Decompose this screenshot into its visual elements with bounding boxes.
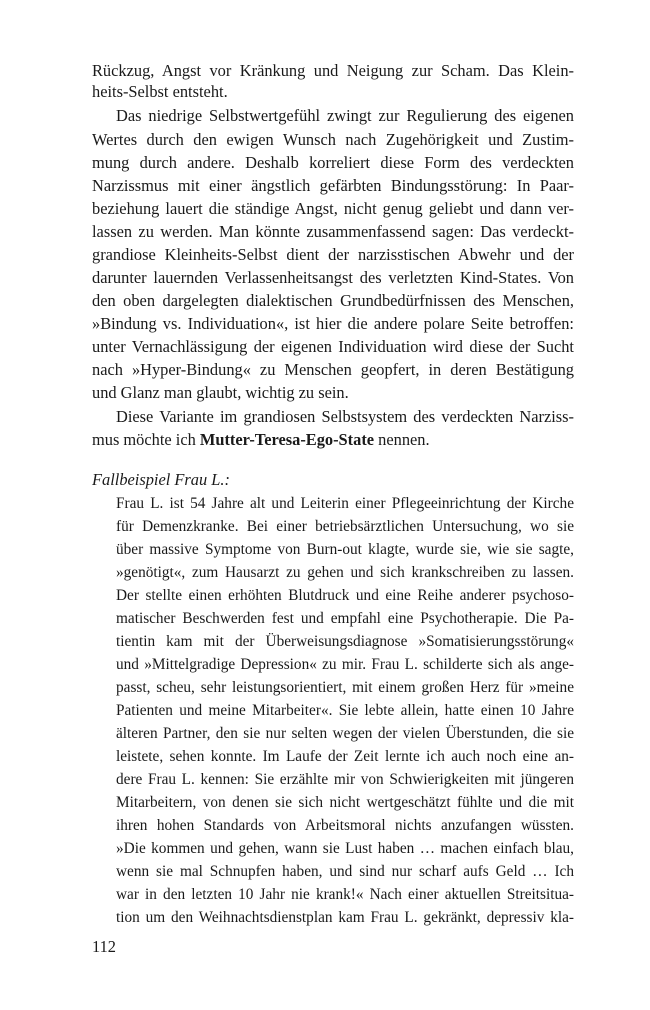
body-line: Wertes durch den ewigen Wunsch nach Zugehörigkeit und Zustim- xyxy=(92,130,574,149)
body-line: »Bindung vs. Individuation«, ist hier die andere polare Seite betroffen: xyxy=(92,314,574,333)
case-line: passt, scheu, sehr leistungsorientiert, mit einem großen Herz für »meine xyxy=(116,679,574,696)
body-line: beziehung lauert die ständige Angst, nicht genug geliebt und dann ver- xyxy=(92,199,574,218)
case-line: leistete, sehen konnte. Im Laufe der Zeit lernte ich auch noch eine an- xyxy=(116,748,574,765)
body-text: mus möchte ich xyxy=(92,430,200,449)
case-line: Mitarbeitern, von denen sie sich nicht wertgeschätzt fühlte und die mit xyxy=(116,794,574,811)
body-line: und Glanz man glaubt, wichtig zu sein. xyxy=(92,383,349,402)
case-line: tion um den Weihnachtsdienstplan kam Frau L. gekränkt, depressiv kla- xyxy=(116,909,574,926)
body-line: Diese Variante im grandiosen Selbstsystem des verdeckten Narziss- xyxy=(116,407,574,426)
body-line: grandiose Kleinheits-Selbst dient der narzisstischen Abwehr und der xyxy=(92,245,574,264)
ego-state-term: Mutter-Teresa-Ego-State xyxy=(199,430,375,449)
body-line: Rückzug, Angst vor Kränkung und Neigung zur Scham. Das Klein- xyxy=(92,61,574,80)
case-line: Patienten und meine Mitarbeiter«. Sie lebte allein, hatte einen 10 Jahre xyxy=(116,702,574,719)
page-number: 112 xyxy=(92,937,116,956)
case-line: und »Mittelgradige Depression« zu mir. Frau L. schilderte sich als ange- xyxy=(116,656,574,673)
case-line: älteren Partner, den sie nur selten wegen der vielen Überstunden, die sie xyxy=(116,725,574,742)
case-line: matischer Beschwerden fest und empfahl eine Psychotherapie. Die Pa- xyxy=(116,610,574,627)
body-text: nennen. xyxy=(374,430,430,449)
body-line: nach »Hyper-Bindung« zu Menschen geopfert, in deren Bestätigung xyxy=(92,360,574,379)
case-line: tientin kam mit der Überweisungsdiagnose »Somatisierungsstörung« xyxy=(116,633,574,650)
body-line: darunter lauernden Verlassenheitsangst des verletzten Kind-States. Von xyxy=(92,268,574,287)
case-heading: Fallbeispiel Frau L.: xyxy=(92,470,230,489)
body-line: lassen zu werden. Man könnte zusammenfassend sagen: Das verdeckt- xyxy=(92,222,574,241)
body-line: heits-Selbst entsteht. xyxy=(92,82,228,101)
case-line: über massive Symptome von Burn-out klagte, wurde sie, wie sie sagte, xyxy=(116,541,574,558)
body-line: Das niedrige Selbstwertgefühl zwingt zur Regulierung des eigenen xyxy=(116,106,574,125)
case-line: für Demenzkranke. Bei einer betriebsärztlichen Untersuchung, wo sie xyxy=(116,518,574,535)
case-line: »Die kommen und gehen, wann sie Lust haben … machen einfach blau, xyxy=(116,840,574,857)
body-line xyxy=(92,430,574,450)
body-line: den oben dargelegten dialektischen Grundbedürfnissen des Menschen, xyxy=(92,291,574,310)
case-line: ihren hohen Standards von Arbeitsmoral nichts anzufangen wüssten. xyxy=(116,817,574,834)
case-line: wenn sie mal Schnupfen haben, und sind nur scharf aufs Geld … Ich xyxy=(116,863,574,880)
case-line: Frau L. ist 54 Jahre alt und Leiterin einer Pflegeeinrichtung der Kirche xyxy=(116,495,574,512)
body-line: mung durch andere. Deshalb korreliert diese Form des verdeckten xyxy=(92,153,574,172)
body-line: unter Vernachlässigung der eigenen Individuation wird diese der Sucht xyxy=(92,337,574,356)
case-line: war in den letzten 10 Jahr nie krank!« Nach einer aktuellen Streitsitua- xyxy=(116,886,574,903)
body-line: Narzissmus mit einer ängstlich gefärbten Bindungsstörung: In Paar- xyxy=(92,176,574,195)
case-line: dere Frau L. kennen: Sie erzählte mir von Schwierigkeiten mit jüngeren xyxy=(116,771,574,788)
case-line: »genötigt«, zum Hausarzt zu gehen und sich krankschreiben zu lassen. xyxy=(116,564,574,581)
case-line: Der stellte einen erhöhten Blutdruck und eine Reihe anderer psychoso- xyxy=(116,587,574,604)
